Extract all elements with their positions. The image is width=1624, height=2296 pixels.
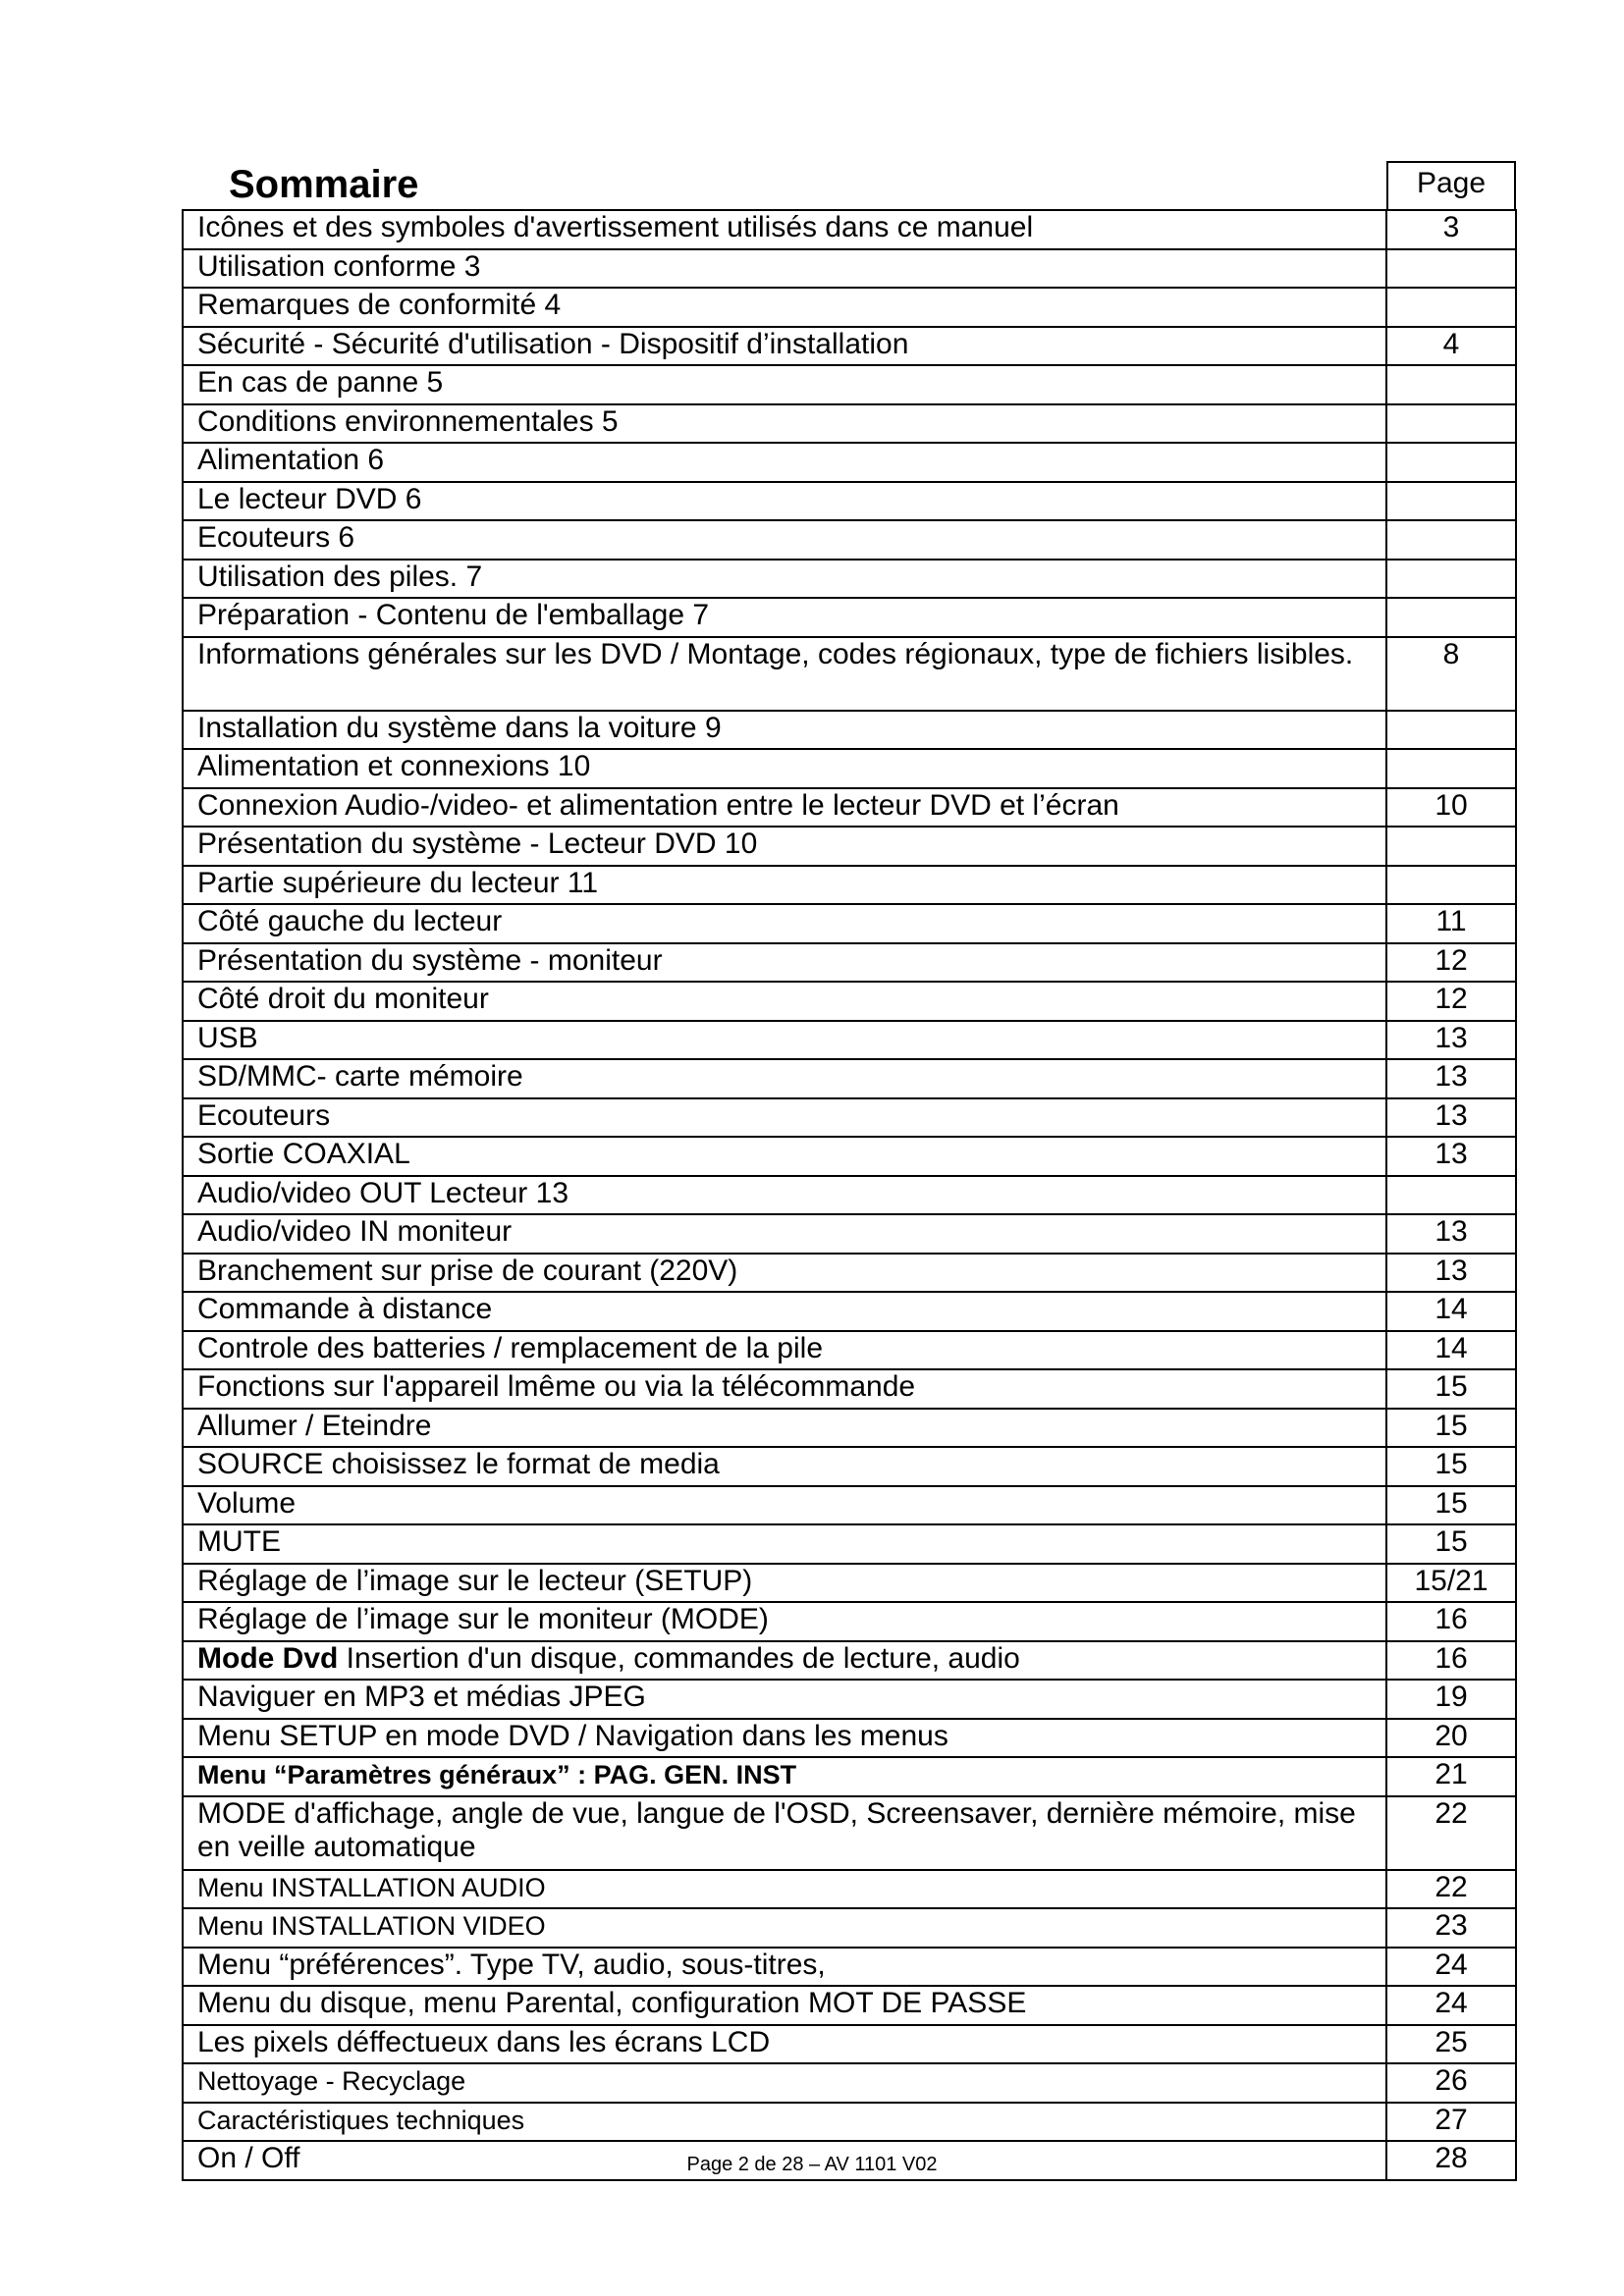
toc-entry-page: 13: [1386, 1137, 1516, 1176]
toc-entry-text: Icônes et des symboles d'avertissement utilisés dans ce manuel: [183, 210, 1386, 249]
table-row: [183, 1021, 1516, 1060]
toc-entry-text: Ecouteurs: [183, 1098, 1386, 1138]
table-row: [183, 1870, 1516, 1909]
toc-entry-page: 16: [1386, 1641, 1516, 1681]
table-row: [183, 943, 1516, 983]
toc-entry-page: 16: [1386, 1602, 1516, 1641]
toc-entry-page: [1386, 520, 1516, 560]
toc-entry-rest: Insertion d'un disque, commandes de lecture, audio: [338, 1641, 1020, 1675]
toc-entry-page: 15: [1386, 1447, 1516, 1486]
toc-entry-page: [1386, 365, 1516, 404]
toc-entry-page: 14: [1386, 1292, 1516, 1331]
toc-entry-text: Côté droit du moniteur: [183, 982, 1386, 1021]
toc-entry-page: 26: [1386, 2063, 1516, 2103]
toc-entry-text: Allumer / Eteindre: [183, 1409, 1386, 1448]
toc-entry-text: Présentation du système - Lecteur DVD 10: [183, 827, 1386, 866]
table-row: [183, 1564, 1516, 1603]
toc-entry-text: En cas de panne 5: [183, 365, 1386, 404]
table-row: [183, 1369, 1516, 1409]
toc-entry-text: SD/MMC- carte mémoire: [183, 1059, 1386, 1098]
table-row: [183, 1447, 1516, 1486]
toc-entry-text: Menu “préférences”. Type TV, audio, sous-titres,: [183, 1948, 1386, 1987]
toc-entry-page: 13: [1386, 1214, 1516, 1254]
table-row: [183, 1292, 1516, 1331]
toc-entry-page: 12: [1386, 982, 1516, 1021]
toc-entry-page: [1386, 404, 1516, 444]
toc-entry-page: [1386, 443, 1516, 482]
table-row: [183, 1137, 1516, 1176]
toc-entry-text: Utilisation des piles. 7: [183, 560, 1386, 599]
toc-entry-text: Conditions environnementales 5: [183, 404, 1386, 444]
table-row: [183, 982, 1516, 1021]
table-row: [183, 2103, 1516, 2142]
toc-table: [182, 209, 1517, 2181]
toc-entry-page: 15: [1386, 1369, 1516, 1409]
table-row: [183, 1986, 1516, 2025]
toc-entry-page: [1386, 560, 1516, 599]
table-row: [183, 1719, 1516, 1758]
toc-entry-text: Naviguer en MP3 et médias JPEG: [183, 1680, 1386, 1719]
toc-entry-text: Partie supérieure du lecteur 11: [183, 866, 1386, 905]
toc-entry-text: Menu “Paramètres généraux” : PAG. GEN. INST: [183, 1757, 1386, 1796]
toc-entry-page: [1386, 249, 1516, 289]
toc-entry-text: Controle des batteries / remplacement de la pile: [183, 1331, 1386, 1370]
table-row: [183, 1796, 1516, 1870]
toc-entry-page: 11: [1386, 904, 1516, 943]
table-row: [183, 327, 1516, 366]
table-row: [183, 288, 1516, 327]
toc-entry-page: [1386, 866, 1516, 905]
table-row: [183, 637, 1516, 711]
toc-entry-text: Audio/video IN moniteur: [183, 1214, 1386, 1254]
table-row: [183, 827, 1516, 866]
table-row: [183, 1908, 1516, 1948]
table-row: [183, 1486, 1516, 1525]
table-row: [183, 1680, 1516, 1719]
toc-entry-page: 28: [1386, 2141, 1516, 2180]
page-column-header: Page: [1386, 161, 1516, 210]
table-row: [183, 1948, 1516, 1987]
toc-entry-text: Sécurité - Sécurité d'utilisation - Dispositif d’installation: [183, 327, 1386, 366]
toc-entry-text: Le lecteur DVD 6: [183, 482, 1386, 521]
toc-entry-page: 22: [1386, 1870, 1516, 1909]
toc-entry-text: On / Off: [183, 2141, 1386, 2180]
toc-entry-page: 24: [1386, 1948, 1516, 1987]
table-row: [183, 365, 1516, 404]
toc-entry-text: Menu INSTALLATION AUDIO: [183, 1870, 1386, 1909]
toc-entry-page: 23: [1386, 1908, 1516, 1948]
toc-entry-text: Branchement sur prise de courant (220V): [183, 1254, 1386, 1293]
toc-entry-text: [183, 1641, 1386, 1681]
toc-entry-page: [1386, 827, 1516, 866]
table-row: [183, 1331, 1516, 1370]
toc-entry-page: 15: [1386, 1409, 1516, 1448]
toc-entry-text: Les pixels déffectueux dans les écrans LCD: [183, 2025, 1386, 2064]
table-row: [183, 210, 1516, 249]
toc-entry-text: Menu INSTALLATION VIDEO: [183, 1908, 1386, 1948]
toc-entry-page: 25: [1386, 2025, 1516, 2064]
toc-entry-text: Informations générales sur les DVD / Montage, codes régionaux, type de fichiers lisibles.: [183, 637, 1386, 711]
table-row: [183, 598, 1516, 637]
table-row: [183, 749, 1516, 788]
toc-entry-text: Commande à distance: [183, 1292, 1386, 1331]
toc-entry-page: 3: [1386, 210, 1516, 249]
toc-entry-page: 14: [1386, 1331, 1516, 1370]
toc-entry-text: Ecouteurs 6: [183, 520, 1386, 560]
toc-entry-page: 22: [1386, 1796, 1516, 1870]
toc-entry-page: 4: [1386, 327, 1516, 366]
table-row: [183, 1524, 1516, 1564]
toc-entry-page: [1386, 482, 1516, 521]
toc-entry-page: 19: [1386, 1680, 1516, 1719]
toc-entry-text: Installation du système dans la voiture 9: [183, 711, 1386, 750]
toc-entry-text: MUTE: [183, 1524, 1386, 1564]
toc-entry-text: Côté gauche du lecteur: [183, 904, 1386, 943]
toc-entry-page: [1386, 598, 1516, 637]
table-row: [183, 1757, 1516, 1796]
toc-title: Sommaire: [229, 163, 419, 206]
table-row: [183, 904, 1516, 943]
toc-entry-page: 8: [1386, 637, 1516, 711]
toc-entry-text: MODE d'affichage, angle de vue, langue de l'OSD, Screensaver, dernière mémoire, mise en veille automatique: [183, 1796, 1386, 1870]
toc-entry-page: 21: [1386, 1757, 1516, 1796]
toc-entry-text: Utilisation conforme 3: [183, 249, 1386, 289]
table-row: [183, 1409, 1516, 1448]
toc-entry-text: Réglage de l’image sur le lecteur (SETUP): [183, 1564, 1386, 1603]
toc-entry-page: 10: [1386, 788, 1516, 828]
toc-entry-text: Alimentation 6: [183, 443, 1386, 482]
toc-entry-page: 13: [1386, 1254, 1516, 1293]
toc-entry-page: 13: [1386, 1021, 1516, 1060]
toc-entry-page: [1386, 1176, 1516, 1215]
toc-entry-page: 15/21: [1386, 1564, 1516, 1603]
page-footer: Page 2 de 28 – AV 1101 V02: [686, 2154, 938, 2175]
toc-entry-page: 24: [1386, 1986, 1516, 2025]
table-row: [183, 1176, 1516, 1215]
toc-entry-text: Présentation du système - moniteur: [183, 943, 1386, 983]
toc-entry-text: Préparation - Contenu de l'emballage 7: [183, 598, 1386, 637]
toc-entry-page: [1386, 749, 1516, 788]
table-row: [183, 1214, 1516, 1254]
table-row: [183, 2025, 1516, 2064]
table-row: [183, 404, 1516, 444]
table-row: [183, 1098, 1516, 1138]
toc-entry-text: Menu SETUP en mode DVD / Navigation dans les menus: [183, 1719, 1386, 1758]
table-row: [183, 1254, 1516, 1293]
table-row: [183, 866, 1516, 905]
table-row: [183, 560, 1516, 599]
toc-entry-text: Alimentation et connexions 10: [183, 749, 1386, 788]
table-row: [183, 482, 1516, 521]
toc-entry-text: Audio/video OUT Lecteur 13: [183, 1176, 1386, 1215]
toc-entry-text: Caractéristiques techniques: [183, 2103, 1386, 2142]
toc-entry-page: 12: [1386, 943, 1516, 983]
toc-entry-text: Volume: [183, 1486, 1386, 1525]
toc-entry-page: 13: [1386, 1098, 1516, 1138]
toc-entry-page: 20: [1386, 1719, 1516, 1758]
toc-entry-text: Sortie COAXIAL: [183, 1137, 1386, 1176]
table-row: [183, 788, 1516, 828]
toc-entry-page: [1386, 711, 1516, 750]
table-row: [183, 711, 1516, 750]
toc-entry-text: Fonctions sur l'appareil lmême ou via la télécommande: [183, 1369, 1386, 1409]
toc-entry-text: Nettoyage - Recyclage: [183, 2063, 1386, 2103]
toc-entry-page: [1386, 288, 1516, 327]
table-row: [183, 520, 1516, 560]
toc-entry-text: Réglage de l’image sur le moniteur (MODE): [183, 1602, 1386, 1641]
table-row: [183, 1602, 1516, 1641]
table-row: [183, 1641, 1516, 1681]
toc-entry-page: 15: [1386, 1486, 1516, 1525]
table-row: [183, 1059, 1516, 1098]
toc-entry-bold-prefix: Mode Dvd: [197, 1641, 339, 1675]
toc-entry-page: 27: [1386, 2103, 1516, 2142]
toc-entry-text: Connexion Audio-/video- et alimentation entre le lecteur DVD et l’écran: [183, 788, 1386, 828]
table-row: [183, 2063, 1516, 2103]
toc-entry-text: USB: [183, 1021, 1386, 1060]
toc-entry-text: Menu du disque, menu Parental, configuration MOT DE PASSE: [183, 1986, 1386, 2025]
table-row: [183, 249, 1516, 289]
toc-entry-text: Remarques de conformité 4: [183, 288, 1386, 327]
toc-entry-text: SOURCE choisissez le format de media: [183, 1447, 1386, 1486]
table-row: [183, 443, 1516, 482]
toc-entry-page: 15: [1386, 1524, 1516, 1564]
toc-entry-page: 13: [1386, 1059, 1516, 1098]
